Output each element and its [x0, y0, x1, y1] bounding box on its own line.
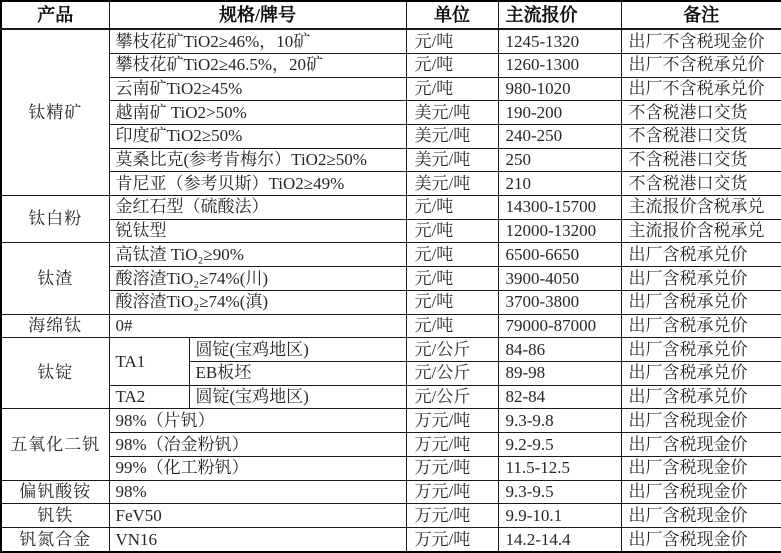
price-cell: 1260-1300 [498, 53, 621, 77]
unit-cell: 美元/吨 [406, 172, 498, 196]
note-cell: 不含税港口交货 [621, 101, 781, 125]
header-note: 备注 [621, 1, 781, 29]
unit-cell: 元/公斤 [406, 338, 498, 362]
table-row [1, 53, 781, 77]
price-cell: 240-250 [498, 124, 621, 148]
unit-cell: 万元/吨 [406, 504, 498, 528]
spec-cell: 金红石型（硫酸法） [109, 196, 406, 220]
price-cell: 9.9-10.1 [498, 504, 621, 528]
header-spec: 规格/牌号 [109, 1, 406, 29]
table-row [1, 338, 781, 362]
table-row [1, 101, 781, 125]
note-cell: 出厂含税承兑价 [621, 338, 781, 362]
price-table-header [1, 1, 781, 29]
spec-cell: 越南矿 TiO2>50% [109, 101, 406, 125]
spec-cell: 高钛渣 TiO₂≥90% [109, 243, 406, 267]
unit-cell: 万元/吨 [406, 456, 498, 480]
note-cell: 出厂不含税现金价 [621, 29, 781, 53]
note-cell: 主流报价含税承兑 [621, 219, 781, 243]
note-cell: 出厂含税承兑价 [621, 267, 781, 291]
spec-cell: FeV50 [109, 504, 406, 528]
grade-cell: TA2 [109, 385, 189, 409]
price-cell: 82-84 [498, 385, 621, 409]
note-cell: 不含税港口交货 [621, 172, 781, 196]
note-cell: 出厂不含税承兑价 [621, 53, 781, 77]
note-cell: 出厂不含税承兑价 [621, 77, 781, 101]
price-cell: 11.5-12.5 [498, 456, 621, 480]
price-cell: 6500-6650 [498, 243, 621, 267]
table-row [1, 504, 781, 528]
note-cell: 出厂含税承兑价 [621, 314, 781, 338]
price-cell: 79000-87000 [498, 314, 621, 338]
unit-cell: 元/吨 [406, 219, 498, 243]
table-row [1, 314, 781, 338]
price-cell: 210 [498, 172, 621, 196]
header-unit: 单位 [406, 1, 498, 29]
spec-cell: 攀枝花矿TiO2≥46%，10矿 [109, 29, 406, 53]
spec-cell: 圆锭(宝鸡地区) [189, 385, 406, 409]
price-cell: 3900-4050 [498, 267, 621, 291]
spec-cell: 莫桑比克(参考肯梅尔）TiO2≥50% [109, 148, 406, 172]
spec-cell: 99%（化工粉钒） [109, 456, 406, 480]
table-row [1, 456, 781, 480]
table-row [1, 385, 781, 409]
product-cell: 钛精矿 [1, 29, 109, 196]
note-cell: 不含税港口交货 [621, 124, 781, 148]
table-row [1, 148, 781, 172]
header-row [1, 1, 781, 29]
header-price: 主流报价 [498, 1, 621, 29]
table-row [1, 219, 781, 243]
note-cell: 出厂含税承兑价 [621, 361, 781, 385]
spec-cell: 酸溶渣TiO₂≥74%(川) [109, 267, 406, 291]
spec-cell: EB板坯 [189, 361, 406, 385]
note-cell: 出厂含税承兑价 [621, 385, 781, 409]
product-cell: 海绵钛 [1, 314, 109, 338]
unit-cell: 元/吨 [406, 77, 498, 101]
unit-cell: 元/吨 [406, 243, 498, 267]
product-cell: 钒铁 [1, 504, 109, 528]
table-row [1, 267, 781, 291]
unit-cell: 元/吨 [406, 29, 498, 53]
unit-cell: 美元/吨 [406, 101, 498, 125]
price-cell: 14300-15700 [498, 196, 621, 220]
spec-cell: 云南矿TiO2≥45% [109, 77, 406, 101]
unit-cell: 万元/吨 [406, 433, 498, 457]
price-cell: 190-200 [498, 101, 621, 125]
price-cell: 980-1020 [498, 77, 621, 101]
price-cell: 84-86 [498, 338, 621, 362]
spec-cell: 印度矿TiO2≥50% [109, 124, 406, 148]
table-row [1, 124, 781, 148]
spec-cell: 酸溶渣TiO₂≥74%(滇) [109, 290, 406, 314]
header-product: 产品 [1, 1, 109, 29]
spec-cell: 攀枝花矿TiO2≥46.5%，20矿 [109, 53, 406, 77]
table-row [1, 290, 781, 314]
unit-cell: 万元/吨 [406, 480, 498, 504]
table-row [1, 243, 781, 267]
unit-cell: 元/吨 [406, 314, 498, 338]
unit-cell: 元/吨 [406, 290, 498, 314]
price-cell: 89-98 [498, 361, 621, 385]
grade-cell: TA1 [109, 338, 189, 385]
price-cell: 3700-3800 [498, 290, 621, 314]
spec-cell: 肯尼亚（参考贝斯）TiO2≥49% [109, 172, 406, 196]
unit-cell: 元/公斤 [406, 385, 498, 409]
product-cell: 五氧化二钒 [1, 409, 109, 480]
unit-cell: 元/吨 [406, 53, 498, 77]
product-cell: 钛白粉 [1, 196, 109, 243]
product-cell: 钒氮合金 [1, 527, 109, 552]
table-row [1, 196, 781, 220]
note-cell: 出厂含税现金价 [621, 527, 781, 552]
product-cell: 钛锭 [1, 338, 109, 409]
spec-cell: 圆锭(宝鸡地区) [189, 338, 406, 362]
product-cell: 偏钒酸铵 [1, 480, 109, 504]
note-cell: 出厂含税现金价 [621, 480, 781, 504]
note-cell: 出厂含税承兑价 [621, 243, 781, 267]
product-cell: 钛渣 [1, 243, 109, 314]
table-row [1, 172, 781, 196]
table-row [1, 480, 781, 504]
note-cell: 出厂含税承兑价 [621, 290, 781, 314]
note-cell: 出厂含税现金价 [621, 433, 781, 457]
spec-cell: 98%（冶金粉钒） [109, 433, 406, 457]
price-cell: 250 [498, 148, 621, 172]
spec-cell: 98%（片钒） [109, 409, 406, 433]
note-cell: 主流报价含税承兑 [621, 196, 781, 220]
price-cell: 9.2-9.5 [498, 433, 621, 457]
table-row [1, 409, 781, 433]
spec-cell: VN16 [109, 527, 406, 552]
price-cell: 12000-13200 [498, 219, 621, 243]
unit-cell: 美元/吨 [406, 148, 498, 172]
note-cell: 不含税港口交货 [621, 148, 781, 172]
price-cell: 14.2-14.4 [498, 527, 621, 552]
price-cell: 1245-1320 [498, 29, 621, 53]
unit-cell: 元/吨 [406, 196, 498, 220]
price-table-body [1, 29, 781, 552]
unit-cell: 元/公斤 [406, 361, 498, 385]
unit-cell: 万元/吨 [406, 409, 498, 433]
spec-cell: 98% [109, 480, 406, 504]
spec-cell: 0# [109, 314, 406, 338]
table-row [1, 29, 781, 53]
note-cell: 出厂含税现金价 [621, 504, 781, 528]
price-cell: 9.3-9.8 [498, 409, 621, 433]
price-cell: 9.3-9.5 [498, 480, 621, 504]
table-row [1, 77, 781, 101]
spec-cell: 锐钛型 [109, 219, 406, 243]
table-row [1, 433, 781, 457]
unit-cell: 万元/吨 [406, 527, 498, 552]
unit-cell: 美元/吨 [406, 124, 498, 148]
note-cell: 出厂含税现金价 [621, 456, 781, 480]
table-row [1, 527, 781, 552]
unit-cell: 元/吨 [406, 267, 498, 291]
note-cell: 出厂含税现金价 [621, 409, 781, 433]
